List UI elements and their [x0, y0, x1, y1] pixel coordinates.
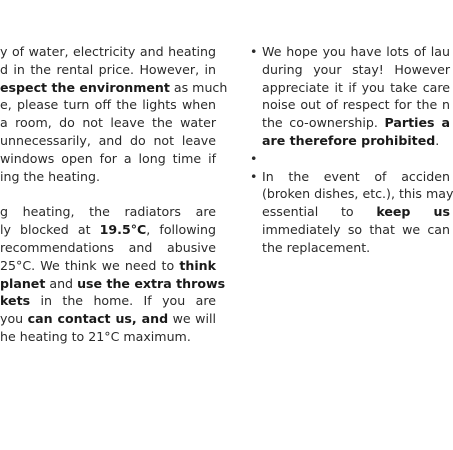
text-span: 25°C. We think we need to [0, 257, 180, 273]
bold-text: keep us [376, 204, 450, 220]
text-line [0, 96, 216, 114]
text-span: he heating to 21°C maximum. [0, 328, 191, 344]
text-line [262, 239, 450, 257]
text-line [0, 114, 216, 132]
text-line [0, 43, 216, 61]
text-span: unnecessarily, and do not leave [0, 132, 216, 148]
bullet-icon: • [250, 44, 258, 59]
text-span: and [45, 275, 78, 291]
utilities-paragraph [0, 43, 228, 185]
text-line [262, 168, 450, 186]
text-span: ly blocked at [0, 222, 100, 238]
text-line [262, 221, 450, 239]
text-span: In the event of acciden [262, 168, 450, 184]
text-span: you [0, 311, 28, 327]
list-item-noise [250, 43, 450, 150]
text-line [262, 43, 450, 61]
rules-list [250, 43, 453, 257]
text-span: e, please turn off the lights when [0, 97, 216, 113]
text-span: appreciate it if you take care [262, 79, 450, 95]
text-span: d in the rental price. However, in [0, 61, 216, 77]
bullet-icon: • [250, 150, 258, 166]
text-span: the replacement. [262, 239, 371, 255]
paragraph-gap [0, 185, 216, 203]
text-line [0, 328, 216, 346]
text-span: during your stay! However [262, 61, 450, 77]
text-line [262, 61, 450, 79]
text-span: . [435, 132, 440, 148]
text-line [0, 150, 216, 168]
text-line [262, 79, 450, 97]
text-line [262, 96, 450, 114]
text-span: , following [146, 222, 217, 238]
text-line [0, 310, 216, 328]
text-line [262, 114, 450, 132]
text-span: g heating, the radiators are [0, 204, 216, 220]
text-span: the co-ownership. [262, 115, 385, 131]
text-span: immediately so that we can [262, 221, 450, 237]
text-span: We hope you have lots of lau [262, 44, 450, 59]
text-line [0, 203, 216, 221]
text-span: we will [168, 311, 216, 327]
text-span: (broken dishes, etc.), this may [262, 186, 453, 202]
bullet-icon: • [250, 168, 258, 184]
bold-text: Parties a [384, 115, 450, 131]
text-span: noise out of respect for the n [262, 97, 450, 113]
list-item-empty [250, 150, 450, 168]
text-line [262, 185, 453, 203]
left-column [0, 43, 228, 346]
text-span: essential to [262, 204, 377, 220]
text-line [262, 132, 450, 150]
bold-text: 19.5°C [99, 222, 147, 238]
bold-text: are therefore prohibited [262, 132, 436, 148]
text-line [262, 150, 450, 168]
bold-text: kets [0, 293, 31, 309]
text-line [0, 221, 216, 239]
bold-text: planet [0, 275, 46, 291]
text-span: y of water, electricity and heating [0, 44, 216, 59]
heating-paragraph [0, 203, 226, 345]
bold-text: can contact us, and [27, 311, 169, 327]
bold-text: think [179, 257, 216, 273]
text-line [0, 257, 216, 275]
bold-text: espect the environment [0, 79, 170, 95]
text-line [0, 168, 216, 186]
text-line [262, 203, 450, 221]
list-item-accidents [250, 168, 453, 257]
text-span: recommendations and abusive [0, 239, 216, 255]
bold-text: use the extra throws [77, 275, 226, 291]
right-column [250, 43, 453, 257]
text-line [0, 132, 216, 150]
text-span: as much [169, 79, 228, 95]
text-span: windows open for a long time if [0, 150, 216, 166]
text-line [0, 292, 216, 310]
text-span: ing the heating. [0, 168, 101, 184]
text-span: a room, do not leave the water [0, 115, 216, 131]
text-line [0, 79, 228, 97]
text-line [0, 61, 216, 79]
text-line [0, 239, 216, 257]
text-span: in the home. If you are [30, 293, 216, 309]
text-line [0, 275, 226, 293]
